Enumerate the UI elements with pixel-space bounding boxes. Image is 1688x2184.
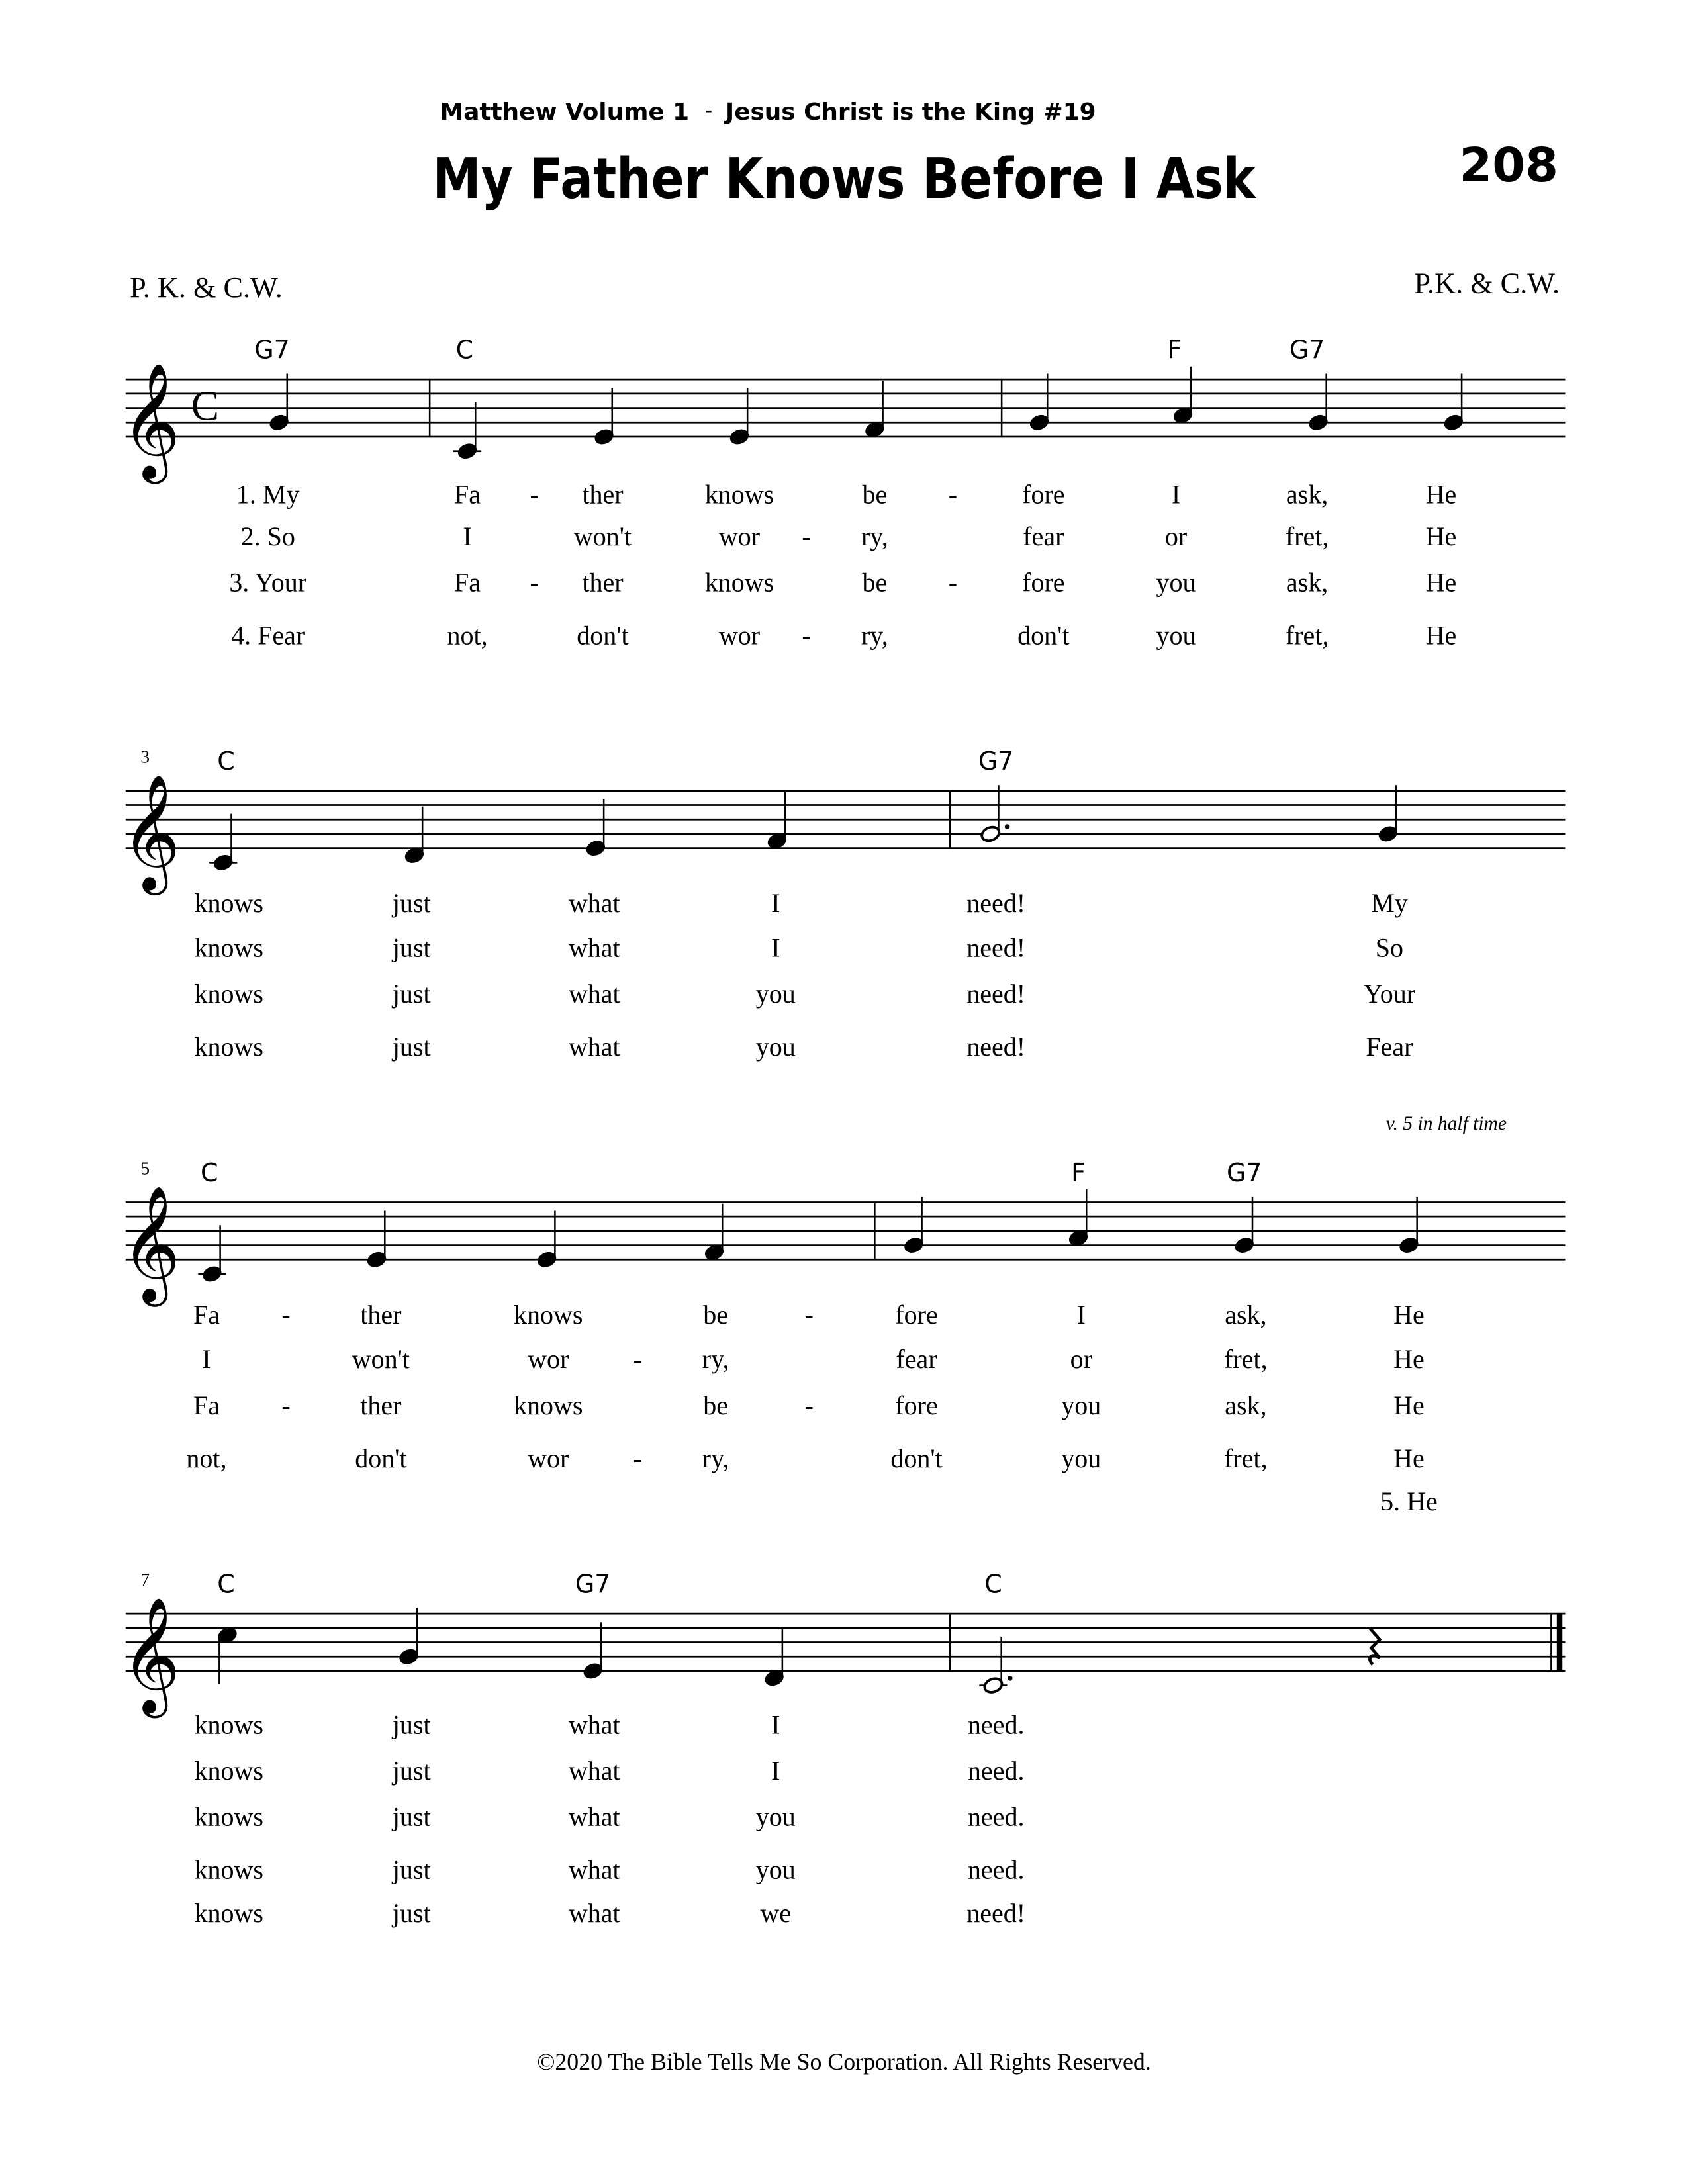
lyric-syllable: won't [573,521,632,551]
lyric-syllable: knows [194,1755,263,1786]
lyric-syllable: He [1393,1443,1425,1473]
chord-symbol: C [200,1158,218,1187]
lyric-syllable: what [568,1897,620,1928]
lyric-syllable: need. [967,1709,1025,1740]
lyric-syllable: ry, [861,620,888,651]
lyric-hyphen: - [633,1344,642,1375]
lyric-syllable: Fa [193,1299,220,1330]
treble-clef-icon: 𝄞 [120,773,181,891]
lyric-syllable: knows [194,979,263,1009]
chord-symbol: C [984,1569,1002,1599]
chord-symbol: G7 [978,747,1014,776]
lyric-syllable: Fa [193,1390,220,1420]
lyric-syllable: ask, [1286,567,1329,598]
lyric-syllable: Fear [1366,1032,1413,1062]
lyric-syllable: I [1076,1299,1086,1330]
lyric-syllable: He [1393,1344,1425,1375]
lyric-syllable: knows [194,1032,263,1062]
lyric-hyphen: - [804,1390,814,1420]
lyric-syllable: He [1393,1390,1425,1420]
lyric-syllable: what [568,933,620,963]
lyric-syllable: knows [194,933,263,963]
lyric-syllable: fret, [1285,521,1329,551]
lyric-syllable: ther [360,1299,402,1330]
lyric-syllable: you [1061,1390,1102,1420]
lyric-syllable: ther [582,479,624,510]
copyright-footer: ©2020 The Bible Tells Me So Corporation. All Rights Reserved. [537,2048,1151,2075]
lyric-hyphen: - [802,521,811,551]
lyric-syllable: don't [355,1443,407,1473]
lyric-syllable: He [1425,620,1457,651]
lyric-syllable: need. [967,1801,1025,1832]
lyric-syllable: what [568,1854,620,1885]
lyric-syllable: knows [194,1709,263,1740]
lyric-syllable: He [1425,521,1457,551]
lyric-syllable: fret, [1285,620,1329,651]
lyric-syllable: I [771,1709,780,1740]
augmentation-dot [1005,824,1010,829]
quarter-rest-icon [1370,1628,1380,1664]
lyric-syllable: fear [1023,521,1064,551]
lyric-syllable: need! [966,1032,1026,1062]
lyric-syllable: My [1371,888,1408,919]
lyric-syllable: Fa [454,567,481,598]
chord-symbol: F [1071,1158,1086,1187]
lyric-syllable: fore [1022,479,1065,510]
lyric-syllable: be [862,479,888,510]
lyric-syllable: what [568,1032,620,1062]
lyric-syllable: you [1156,567,1196,598]
lyric-syllable: need. [967,1755,1025,1786]
lyric-syllable: what [568,888,620,919]
lyric-syllable: you [755,1032,796,1062]
lyric-syllable: fore [895,1299,938,1330]
lyric-syllable: He [1393,1299,1425,1330]
lyric-syllable: don't [890,1443,943,1473]
lyric-syllable: knows [194,1801,263,1832]
lyric-syllable: fear [896,1344,937,1375]
lyric-syllable: knows [704,567,774,598]
lyric-syllable: 3. Your [229,567,307,598]
lyric-syllable: we [760,1897,792,1928]
song-number: 208 [1459,137,1558,193]
lyric-syllable: knows [704,479,774,510]
lyric-syllable: don't [577,620,629,651]
lyric-syllable: you [1061,1443,1102,1473]
lyric-syllable: knows [514,1390,583,1420]
lyric-syllable: ry, [861,521,888,551]
lyric-syllable: be [862,567,888,598]
lyric-syllable: He [1425,479,1457,510]
lyric-syllable: ry, [702,1443,729,1473]
lyric-syllable: or [1164,521,1188,551]
chord-symbol: C [217,747,235,776]
lyric-syllable: 1. My [236,479,300,510]
measure-number: 7 [140,1569,150,1590]
lyric-syllable: just [392,1854,431,1885]
system-4 [121,1570,1566,1928]
lyric-syllable: ther [360,1390,402,1420]
lyric-syllable: just [392,1897,431,1928]
lyric-syllable: need. [967,1854,1025,1885]
lyric-syllable: 5. He [1380,1486,1438,1517]
lyric-hyphen: - [530,567,539,598]
lyric-syllable: Fa [454,479,481,510]
lyric-syllable: I [1171,479,1181,510]
lyric-syllable: I [771,1755,780,1786]
collection-name: Jesus Christ is the King #19 [725,99,1096,126]
lyric-syllable: ask, [1225,1390,1267,1420]
lyric-syllable: ry, [702,1344,729,1375]
lyric-syllable: just [392,1801,431,1832]
lyric-syllable: So [1375,933,1404,963]
lyricist-credit: P. K. & C.W. [130,271,283,304]
lyric-syllable: knows [514,1299,583,1330]
lyric-hyphen: - [804,1299,814,1330]
lyric-syllable: 2. So [240,521,295,551]
chord-symbol: G7 [1227,1158,1262,1187]
lyric-syllable: you [755,979,796,1009]
lyric-syllable: fret, [1224,1443,1268,1473]
lyric-syllable: just [392,979,431,1009]
lyric-hyphen: - [802,620,811,651]
lyric-syllable: fore [895,1390,938,1420]
measure-number: 3 [140,747,150,767]
lyric-syllable: you [755,1854,796,1885]
lyric-syllable: not, [447,620,488,651]
lyric-syllable: just [392,888,431,919]
lyric-syllable: just [392,933,431,963]
system-1 [121,336,1566,651]
lyric-syllable: wor [528,1344,569,1375]
lyric-syllable: 4. Fear [231,620,305,651]
series-name: Matthew Volume 1 [440,99,690,126]
lyric-syllable: what [568,1709,620,1740]
lyric-hyphen: - [633,1443,642,1473]
treble-clef-icon: 𝄞 [120,361,181,479]
chord-symbol: G7 [1289,335,1325,365]
system-2 [121,747,1566,1062]
time-signature: C [191,383,219,430]
lyric-syllable: or [1070,1344,1092,1375]
system-3 [121,1158,1566,1516]
lyric-syllable: need! [966,1897,1026,1928]
composer-credit: P.K. & C.W. [1414,267,1560,300]
lyric-syllable: just [392,1032,431,1062]
lyric-syllable: ask, [1225,1299,1267,1330]
lyric-syllable: ask, [1286,479,1329,510]
lyric-syllable: ther [582,567,624,598]
lyric-syllable: what [568,1755,620,1786]
lyric-syllable: what [568,1801,620,1832]
music-systems [121,336,1566,1928]
header [130,99,1560,304]
lyric-syllable: be [703,1299,729,1330]
lyric-syllable: wor [528,1443,569,1473]
lyric-syllable: I [771,888,780,919]
lyric-syllable: don't [1017,620,1070,651]
lyric-syllable: you [755,1801,796,1832]
lyric-syllable: I [463,521,472,551]
chord-symbol: C [217,1569,235,1599]
lyric-syllable: He [1425,567,1457,598]
chord-symbol: G7 [575,1569,611,1599]
lyric-syllable: I [771,933,780,963]
lyric-syllable: fore [1022,567,1065,598]
lyric-syllable: need! [966,979,1026,1009]
lyric-syllable: not, [186,1443,227,1473]
header-separator: - [704,99,713,123]
lyric-syllable: what [568,979,620,1009]
lyric-hyphen: - [948,567,958,598]
tempo-annotation: v. 5 in half time [1385,1113,1507,1134]
lyric-syllable: be [703,1390,729,1420]
lyric-hyphen: - [281,1390,291,1420]
lyric-syllable: you [1156,620,1196,651]
lyric-syllable: knows [194,1854,263,1885]
lyric-syllable: just [392,1709,431,1740]
chord-symbol: G7 [254,335,290,365]
lyric-syllable: I [202,1344,211,1375]
lyric-syllable: wor [718,521,761,551]
lyric-syllable: knows [194,888,263,919]
lyric-syllable: need! [966,933,1026,963]
lyric-syllable: fret, [1224,1344,1268,1375]
chord-symbol: F [1167,335,1182,365]
lyric-syllable: wor [718,620,761,651]
measure-number: 5 [140,1158,150,1179]
lyric-syllable: need! [966,888,1026,919]
lyric-hyphen: - [530,479,539,510]
lyric-syllable: knows [194,1897,263,1928]
lyric-syllable: Your [1363,979,1416,1009]
lyric-syllable: just [392,1755,431,1786]
lyric-hyphen: - [948,479,958,510]
lyric-syllable: won't [352,1344,410,1375]
treble-clef-icon: 𝄞 [120,1184,181,1302]
augmentation-dot [1008,1676,1013,1681]
song-title: My Father Knows Before I Ask [432,146,1257,212]
lyric-hyphen: - [281,1299,291,1330]
treble-clef-icon: 𝄞 [120,1596,181,1713]
chord-symbol: C [455,335,474,365]
